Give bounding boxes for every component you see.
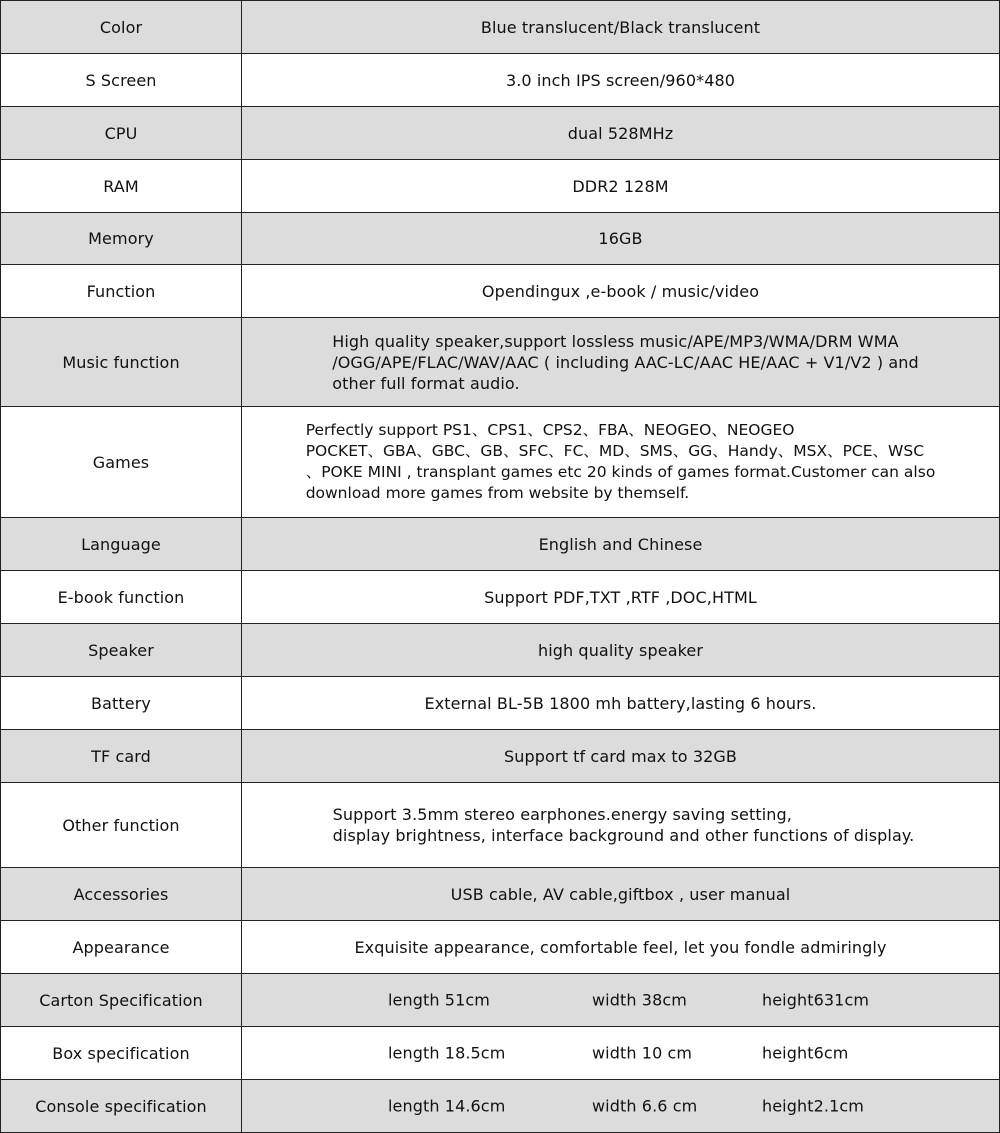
spec-value-line: 、POKE MINI , transplant games etc 20 kinds of games format.Customer can also xyxy=(305,463,936,481)
spec-row-music xyxy=(1,318,1000,407)
spec-row-screen xyxy=(1,54,1000,107)
spec-label: Color xyxy=(1,1,242,54)
spec-value: External BL-5B 1800 mh battery,lasting 6 hours. xyxy=(242,677,1000,730)
spec-row-appearance xyxy=(1,921,1000,974)
spec-label: S Screen xyxy=(1,54,242,107)
spec-label: Language xyxy=(1,518,242,571)
spec-value: English and Chinese xyxy=(242,518,1000,571)
spec-value xyxy=(242,1027,1000,1080)
spec-row-ram xyxy=(1,160,1000,213)
spec-row-carton xyxy=(1,974,1000,1027)
dimension-width: width 6.6 cm xyxy=(592,1096,698,1116)
dimension-length: length 14.6cm xyxy=(388,1096,506,1116)
spec-value xyxy=(242,1080,1000,1133)
spec-value: Support tf card max to 32GB xyxy=(242,730,1000,783)
spec-value-line: download more games from website by themself. xyxy=(305,484,690,502)
spec-value xyxy=(242,974,1000,1027)
spec-value: 16GB xyxy=(242,213,1000,265)
spec-value xyxy=(242,318,1000,407)
spec-label: Function xyxy=(1,265,242,318)
spec-value-line: High quality speaker,support lossless music/APE/MP3/WMA/DRM WMA xyxy=(332,331,899,351)
spec-value: DDR2 128M xyxy=(242,160,1000,213)
spec-row-color xyxy=(1,1,1000,54)
spec-row-cpu xyxy=(1,107,1000,160)
spec-label: Accessories xyxy=(1,868,242,921)
spec-row-tfcard xyxy=(1,730,1000,783)
spec-value: Blue translucent/Black translucent xyxy=(242,1,1000,54)
dimension-height: height631cm xyxy=(762,990,870,1010)
dimension-width: width 10 cm xyxy=(592,1043,693,1063)
spec-value-line: POCKET、GBA、GBC、GB、SFC、FC、MD、SMS、GG、Handy、MSX、PCE、WSC xyxy=(305,442,925,460)
dimension-height: height2.1cm xyxy=(762,1096,864,1116)
spec-value: Support PDF,TXT ,RTF ,DOC,HTML xyxy=(242,571,1000,624)
spec-value-line: other full format audio. xyxy=(332,373,520,393)
dimension-width: width 38cm xyxy=(592,990,687,1010)
spec-value: 3.0 inch IPS screen/960*480 xyxy=(242,54,1000,107)
spec-row-language xyxy=(1,518,1000,571)
dimension-length: length 18.5cm xyxy=(388,1043,506,1063)
spec-value xyxy=(242,783,1000,868)
spec-value-line: display brightness, interface background and other functions of display. xyxy=(332,826,915,845)
spec-label: TF card xyxy=(1,730,242,783)
spec-label: Memory xyxy=(1,213,242,265)
spec-row-accessories xyxy=(1,868,1000,921)
spec-label: Speaker xyxy=(1,624,242,677)
spec-label: Box specification xyxy=(1,1027,242,1080)
spec-row-games xyxy=(1,407,1000,518)
spec-label: Music function xyxy=(1,318,242,407)
spec-row-ebook xyxy=(1,571,1000,624)
spec-row-function xyxy=(1,265,1000,318)
spec-label: E-book function xyxy=(1,571,242,624)
spec-label: CPU xyxy=(1,107,242,160)
spec-row-console xyxy=(1,1080,1000,1133)
spec-value: Opendingux ,e-book / music/video xyxy=(242,265,1000,318)
spec-label: Console specification xyxy=(1,1080,242,1133)
spec-label: Carton Specification xyxy=(1,974,242,1027)
spec-value: Exquisite appearance, comfortable feel, let you fondle admiringly xyxy=(242,921,1000,974)
spec-label: Games xyxy=(1,407,242,518)
spec-row-memory xyxy=(1,213,1000,265)
spec-value: high quality speaker xyxy=(242,624,1000,677)
spec-value xyxy=(242,407,1000,518)
spec-label: Appearance xyxy=(1,921,242,974)
spec-label: RAM xyxy=(1,160,242,213)
spec-value: USB cable, AV cable,giftbox , user manual xyxy=(242,868,1000,921)
dimension-height: height6cm xyxy=(762,1043,849,1063)
spec-label: Other function xyxy=(1,783,242,868)
spec-row-speaker xyxy=(1,624,1000,677)
spec-value-line: Support 3.5mm stereo earphones.energy saving setting, xyxy=(332,805,792,824)
spec-value-line: Perfectly support PS1、CPS1、CPS2、FBA、NEOGEO、NEOGEO xyxy=(305,421,795,439)
spec-value-line: /OGG/APE/FLAC/WAV/AAC ( including AAC-LC/AAC HE/AAC + V1/V2 ) and xyxy=(332,352,919,372)
spec-value: dual 528MHz xyxy=(242,107,1000,160)
dimension-length: length 51cm xyxy=(388,990,490,1010)
spec-label: Battery xyxy=(1,677,242,730)
spec-row-other-function xyxy=(1,783,1000,868)
spec-row-box xyxy=(1,1027,1000,1080)
spec-row-battery xyxy=(1,677,1000,730)
